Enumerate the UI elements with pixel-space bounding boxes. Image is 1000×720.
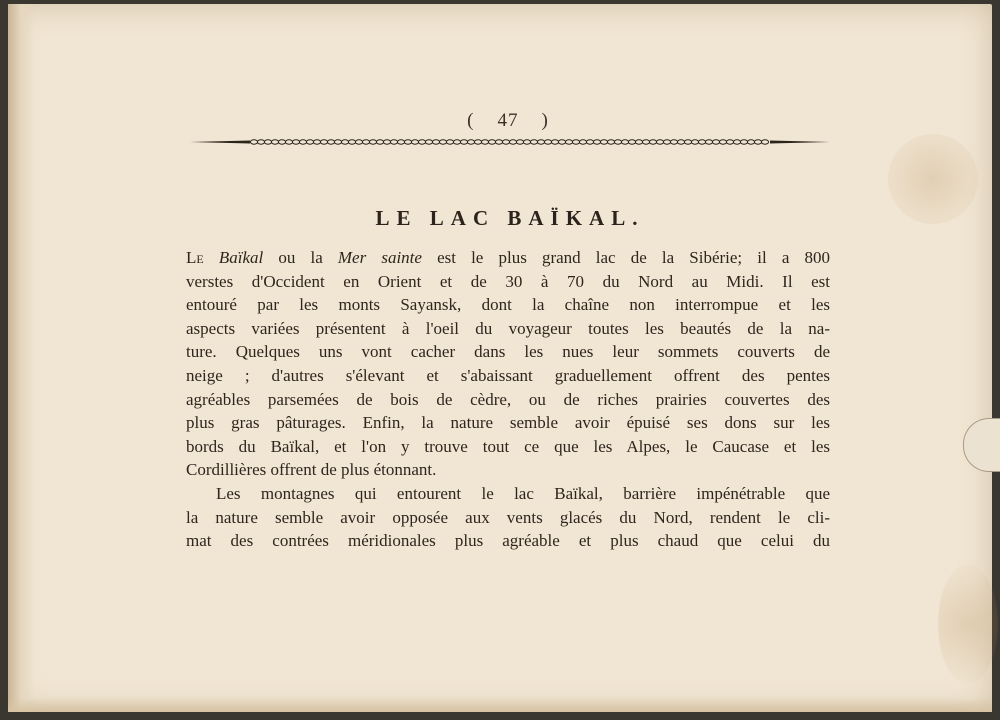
- text-line: la nature semble avoir opposée aux vents glacés du Nord, rendent le cli-: [186, 507, 830, 527]
- text-line: verstes d'Occident en Orient et de 30 à 70 du Nord au Midi. Il est: [186, 271, 830, 291]
- text-line: plus gras pâturages. Enfin, la nature semble avoir épuisé ses dons sur les: [186, 413, 830, 433]
- paper-stain: [938, 564, 998, 684]
- text-line: aspects variées présentent à l'oeil du voyageur toutes les beautés de la na-: [186, 318, 830, 338]
- italic-baikal: Baïkal: [218, 248, 264, 267]
- line1-rest: est le plus grand lac de la Sibérie; il a 800: [437, 248, 830, 267]
- paper-stain: [888, 134, 978, 224]
- text-line: agréables parsemées de bois de cèdre, ou de riches prairies couvertes des: [186, 389, 830, 409]
- page-edge-bottom: [8, 698, 992, 712]
- body-text: [186, 246, 830, 553]
- text-line: bords du Baïkal, et l'on y trouve tout ce que les Alpes, le Caucase et les: [186, 436, 830, 456]
- page-edge-left: [8, 4, 34, 712]
- lead-mid: ou la: [278, 248, 323, 267]
- page-number-header: ( 47 ): [467, 110, 549, 131]
- text-line: ture. Quelques uns vont cacher dans les nues leur sommets couverts de: [186, 342, 830, 362]
- text-line: mat des contrées méridionales plus agréable et plus chaud que celui du: [186, 531, 830, 551]
- text-line: Cordillières offrent de plus étonnant.: [186, 460, 437, 480]
- lead-caps: Le: [186, 248, 204, 267]
- ornamental-rule: [190, 138, 830, 146]
- italic-mer-sainte: Mer sainte: [337, 248, 422, 267]
- text-line: Les montagnes qui entourent le lac Baïkal, barrière impénétrable que: [216, 483, 830, 503]
- text-line: entouré par les monts Sayansk, dont la chaîne non interrompue et les: [186, 295, 830, 315]
- chapter-title: LE LAC BAÏKAL.: [375, 206, 645, 230]
- text-line: neige ; d'autres s'élevant et s'abaissant graduellement offrent des pentes: [186, 365, 830, 385]
- text-line: [186, 246, 830, 270]
